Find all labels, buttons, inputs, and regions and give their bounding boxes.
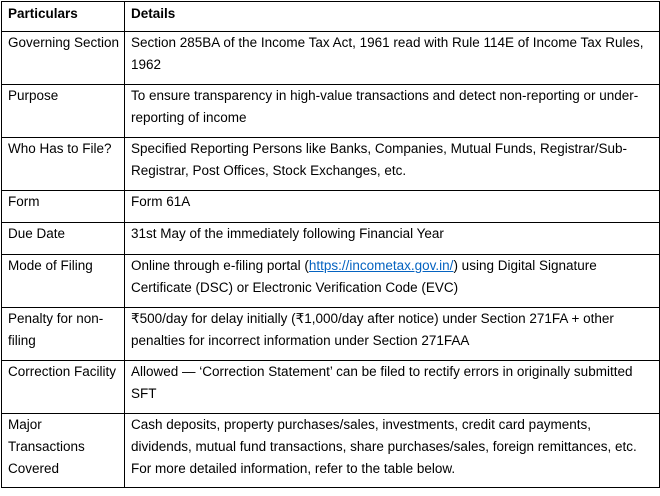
- row-value-due-date: 31st May of the immediately following Financial Year: [125, 223, 660, 255]
- row-label-form: Form: [2, 191, 125, 223]
- mode-of-filing-text-before: Online through e-filing portal (: [131, 258, 309, 273]
- sft-details-table: [1, 1, 660, 488]
- row-value-who-has-to-file: Specified Reporting Persons like Banks, Companies, Mutual Funds, Registrar/Sub-Registrar, Post Offices, Stock Exchanges, etc.: [125, 138, 660, 191]
- row-label-due-date: Due Date: [2, 223, 125, 255]
- row-value-governing-section: Section 285BA of the Income Tax Act, 1961 read with Rule 114E of Income Tax Rules, 1962: [125, 32, 660, 85]
- row-value-correction-facility: Allowed — ‘Correction Statement’ can be filed to rectify errors in originally submitted SFT: [125, 361, 660, 414]
- header-particulars: Particulars: [2, 2, 125, 32]
- table-row: [2, 223, 660, 255]
- table-row: [2, 361, 660, 414]
- row-label-governing-section: Governing Section: [2, 32, 125, 85]
- header-details: Details: [125, 2, 660, 32]
- row-label-purpose: Purpose: [2, 85, 125, 138]
- row-label-penalty: Penalty for non-filing: [2, 308, 125, 361]
- row-label-who-has-to-file: Who Has to File?: [2, 138, 125, 191]
- row-value-form: Form 61A: [125, 191, 660, 223]
- table-row: [2, 255, 660, 308]
- table-row: [2, 138, 660, 191]
- table-row: [2, 32, 660, 85]
- row-value-major-transactions: Cash deposits, property purchases/sales, investments, credit card payments, dividends, mutual fund transactions, share purchases/sales, foreign remittances, etc. For more detailed information, refer to the table below.: [125, 414, 660, 488]
- mode-of-filing-text-after: ) using Digital Signature Certificate (DSC) or Electronic Verification Code (EVC): [131, 258, 597, 295]
- row-value-penalty: ₹500/day for delay initially (₹1,000/day after notice) under Section 271FA + other penalties for incorrect information under Section 271FAA: [125, 308, 660, 361]
- row-label-mode-of-filing: Mode of Filing: [2, 255, 125, 308]
- table-row: [2, 414, 660, 488]
- row-value-mode-of-filing: [125, 255, 660, 308]
- row-label-correction-facility: Correction Facility: [2, 361, 125, 414]
- table-header-row: [2, 2, 660, 32]
- table-row: [2, 308, 660, 361]
- table-row: [2, 191, 660, 223]
- row-value-purpose: To ensure transparency in high-value transactions and detect non-reporting or under-reporting of income: [125, 85, 660, 138]
- row-label-major-transactions: Major Transactions Covered: [2, 414, 125, 488]
- table-row: [2, 85, 660, 138]
- incometax-portal-link[interactable]: https://incometax.gov.in/: [308, 258, 454, 273]
